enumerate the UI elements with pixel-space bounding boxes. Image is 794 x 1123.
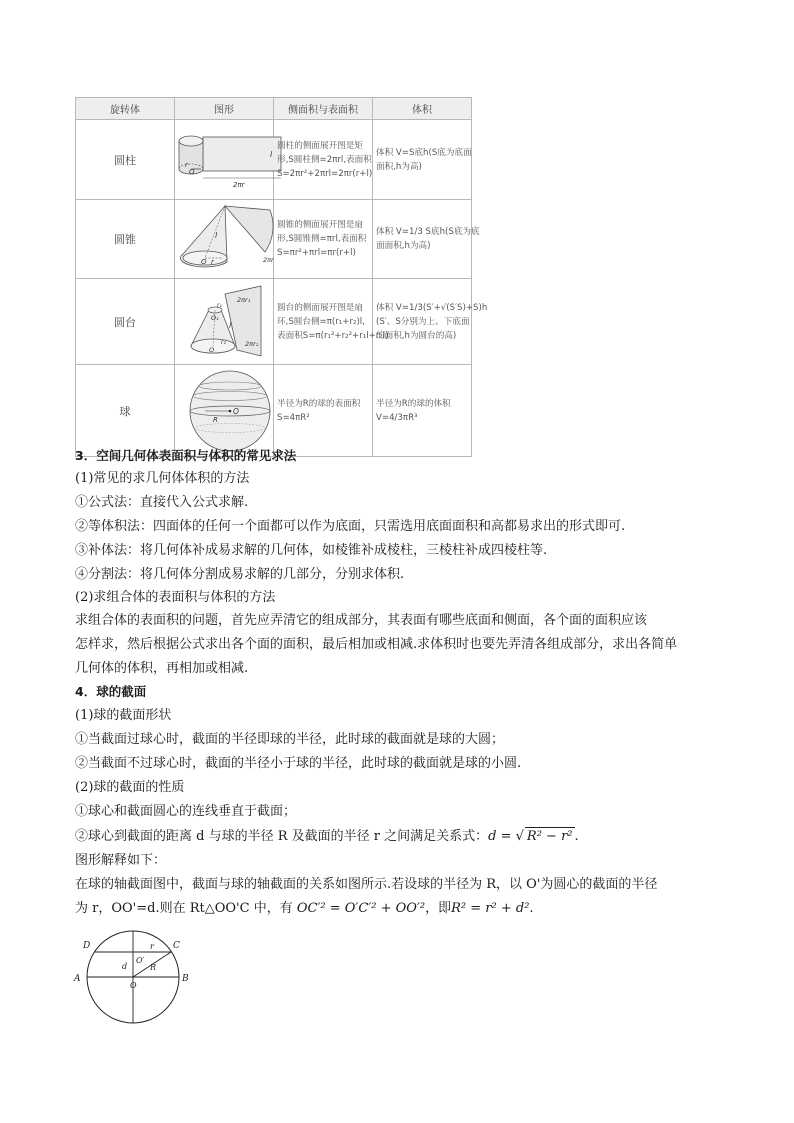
section-heading: 4．球的截面 bbox=[75, 684, 147, 699]
fig-label: l bbox=[215, 231, 218, 240]
table-row bbox=[76, 279, 472, 365]
volume-cell: 体积 V=1/3(S′+√(S′S)+S)h (S′、S分别为上、下底面 的面积,h为圆台的高) bbox=[373, 279, 472, 365]
table-header: 图形 bbox=[175, 98, 274, 120]
method-item: ②等体积法：四面体的任何一个面都可以作为底面，只需选用底面面积和高都易求出的形式即可. bbox=[75, 519, 626, 534]
subheading: (2)球的截面的性质 bbox=[75, 780, 185, 795]
paragraph-line: 求组合体的表面积的问题，首先应弄清它的组成部分，其表面有哪些底面和侧面，各个面的面积应该 bbox=[75, 613, 648, 628]
diagram-label: C bbox=[173, 941, 180, 951]
diagram-label: B bbox=[182, 974, 189, 984]
area-cell: 半径为R的球的表面积 S=4πR² bbox=[274, 365, 373, 457]
formula-line: ②球心到截面的距离 d 与球的半径 R 及截面的半径 r 之间满足关系式：d = √ R² − r² . bbox=[75, 829, 579, 844]
sphere-section-diagram bbox=[70, 930, 200, 1030]
solid-name: 球 bbox=[76, 365, 175, 457]
sphere-figure bbox=[175, 365, 274, 457]
diagram-label: D bbox=[83, 941, 91, 951]
table-row bbox=[76, 120, 472, 200]
solids-of-revolution-table bbox=[75, 97, 488, 457]
formula-line: 为 r，OO'=d.则在 Rt△OO'C 中，有 OC′² = O′C′² + OO′²，即R² = r² + d². bbox=[75, 901, 534, 916]
table-header: 旋转体 bbox=[76, 98, 175, 120]
paragraph-line: 几何体的体积，再相加或相减. bbox=[75, 661, 249, 676]
table-row bbox=[76, 365, 472, 457]
volume-cell: 体积 V=1/3 S底h(S底为底 面面积,h为高) bbox=[373, 200, 472, 279]
solid-name: 圆锥 bbox=[76, 200, 175, 279]
fig-label: 2πr bbox=[263, 256, 274, 264]
paragraph-line: 图形解释如下： bbox=[75, 853, 167, 868]
table-row bbox=[76, 200, 472, 279]
method-item: ③补体法：将几何体补成易求解的几何体，如棱锥补成棱柱，三棱柱补成四棱柱等. bbox=[75, 543, 548, 558]
diagram-label: d bbox=[122, 962, 128, 971]
list-item: ①当截面过球心时，截面的半径即球的半径，此时球的截面就是球的大圆； bbox=[75, 732, 505, 747]
cone-figure bbox=[175, 200, 274, 279]
fig-label: O bbox=[201, 258, 207, 266]
fig-label: O bbox=[189, 167, 195, 176]
table-header: 侧面积与表面积 bbox=[274, 98, 373, 120]
paragraph-line: 怎样求，然后根据公式求出各个面的面积，最后相加或相减.求体积时也要先弄清各组成部分，求出各简单 bbox=[75, 637, 678, 652]
table-header-row bbox=[76, 98, 472, 120]
method-item: ④分割法：将几何体分割成易求解的几部分，分别求体积. bbox=[75, 567, 405, 582]
fig-label: r bbox=[211, 258, 214, 266]
list-item: ②当截面不过球心时，截面的半径小于球的半径，此时球的截面就是球的小圆. bbox=[75, 756, 522, 771]
area-cell: 圆台的侧面展开图是扇 环,S圆台侧=π(r₁+r₂)l, 表面积S=π(r₁²+r₂²+r₁l+r₂l) bbox=[274, 279, 373, 365]
list-item: ①球心和截面圆心的连线垂直于截面； bbox=[75, 804, 297, 819]
method-item: ①公式法：直接代入公式求解. bbox=[75, 495, 249, 510]
fig-label: l bbox=[270, 149, 273, 159]
fig-label: 2πr bbox=[233, 180, 245, 189]
diagram-label: R bbox=[150, 963, 157, 972]
fig-label: r₂ bbox=[221, 338, 226, 346]
fig-label: O₁ bbox=[211, 313, 219, 322]
volume-cell: 体积 V=S底h(S底为底面 面积,h为高) bbox=[373, 120, 472, 200]
fig-label: l bbox=[229, 320, 232, 330]
area-cell: 圆柱的侧面展开图是矩 形,S圆柱侧=2πrl,表面积 S=2πr²+2πrl=2πr(r+l) bbox=[274, 120, 373, 200]
fig-label: O bbox=[233, 406, 239, 416]
fig-label: r bbox=[185, 160, 188, 169]
fig-label: 2πr₁ bbox=[237, 295, 251, 304]
table-header: 体积 bbox=[373, 98, 472, 120]
fig-label: O bbox=[209, 345, 215, 354]
diagram-label: r bbox=[150, 942, 154, 951]
section-heading: 3．空间几何体表面积与体积的常见求法 bbox=[75, 448, 297, 463]
volume-cell: 半径为R的球的体积 V=4/3πR³ bbox=[373, 365, 472, 457]
fig-label: 2πr₂ bbox=[245, 339, 259, 348]
area-cell: 圆锥的侧面展开图是扇 形,S圆锥侧=πrl,表面积 S=πr²+πrl=πr(r+l) bbox=[274, 200, 373, 279]
fig-label: r₁ bbox=[217, 301, 222, 309]
solid-name: 圆柱 bbox=[76, 120, 175, 200]
cylinder-figure bbox=[175, 120, 274, 200]
subheading: (1)常见的求几何体体积的方法 bbox=[75, 471, 250, 486]
diagram-label: A bbox=[74, 974, 81, 984]
paragraph-line: 在球的轴截面图中，截面与球的轴截面的关系如图所示.若设球的半径为 R，以 O'为圆心的截面的半径 bbox=[75, 877, 658, 892]
frustum-figure bbox=[175, 279, 274, 365]
fig-label: R bbox=[213, 415, 218, 424]
subheading: (1)球的截面形状 bbox=[75, 708, 172, 723]
diagram-label: O bbox=[130, 981, 137, 990]
subheading: (2)求组合体的表面积与体积的方法 bbox=[75, 590, 276, 605]
solid-name: 圆台 bbox=[76, 279, 175, 365]
diagram-label: O′ bbox=[136, 956, 145, 965]
